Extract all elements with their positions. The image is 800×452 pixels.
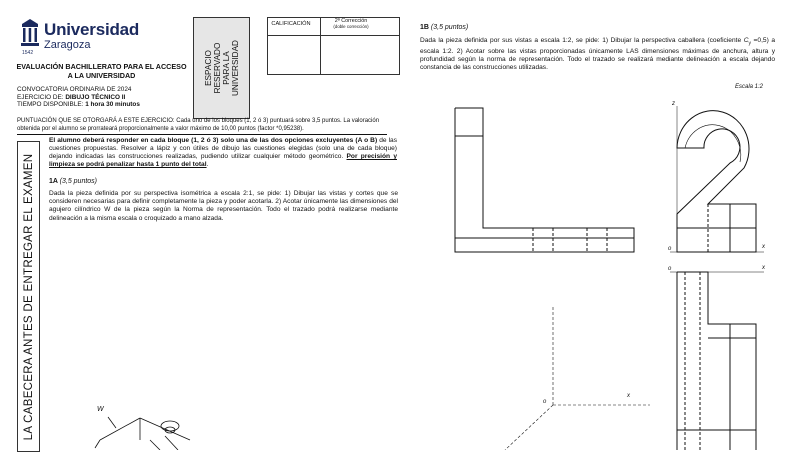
ejercicio-value: DIBUJO TÉCNICO II	[65, 93, 126, 101]
coef-c: C	[743, 37, 749, 44]
caballera-axes-1b	[505, 305, 650, 450]
reserved-line: PARA LA	[221, 51, 231, 85]
scale-label: Escala 1:2	[735, 84, 764, 90]
tiempo-line	[17, 101, 140, 109]
exam-title: EVALUACIÓN BACHILLERATO PARA EL ACCESO A LA UNIVERSIDAD	[16, 62, 187, 80]
question-1b-text-b: =0,5) a escala 1:2. 2) Acotar sobre las vistas proporcionadas únicamente LAS dimensiones máximas de anchura, altura y profundidad según la norma de representación. Todo el trazado se realizará mediante delineación a escala dejando constancia de las construcciones utilizadas.	[420, 37, 776, 71]
axis-o-label: o	[668, 266, 672, 272]
correccion-title: 2ª Corrección	[334, 18, 368, 24]
university-crest-icon	[21, 19, 39, 46]
instructions-bold: El alumno deberá responder en cada bloque (1, 2 ó 3) solo una de las dos opciones excluyentes (A o B)	[49, 137, 378, 144]
tiempo-label: TIEMPO DISPONIBLE:	[17, 101, 84, 109]
question-1a-heading	[49, 178, 97, 185]
plan-view-1b	[670, 272, 764, 450]
reserved-line: ESPACIO	[203, 50, 213, 86]
sidebar-box	[17, 141, 40, 452]
isometric-piece-1a	[95, 417, 190, 450]
instructions-end: .	[206, 161, 209, 168]
axis-x-label: x	[627, 393, 630, 399]
calificacion-label: CALIFICACIÓN	[271, 21, 311, 27]
puntuacion-text: PUNTUACIÓN QUE SE OTORGARÁ A ESTE EJERCICIO: Cada uno de los bloques (1, 2 ó 3) puntuará sobre 3,5 puntos. La valoración obtenida por el alumno se prorrateará proporcionalmente a valor máximo de 10,00 puntos (factor *0,95238).	[17, 118, 380, 132]
instructions-rest: de las cuestiones propuestas. Resolver a lápiz y con útiles de dibujo las cuestiones elegidas (solo una de cada bloque) dejando indicadas las construcciones realizadas, pudiendo utilizar cualquier método geométrico.	[49, 137, 397, 160]
question-1a-text: Dada la pieza definida por su perspectiva isométrica a escala 2:1, se pide: 1) Dibujar las vistas y cortes que se consideren necesarias para definir completamente la pieza y poder acotarla. 2) Acotar únicamente las dimensiones del agujero cilíndrico W de la pieza según la Norma de representación. Todo el trazado podrá realizarse mediante delineación a la misma escala o croquizado a mano alzada.	[49, 190, 398, 222]
axis-o-label: o	[668, 246, 672, 252]
university-city: Zaragoza	[44, 39, 91, 51]
reserved-line: RESERVADO	[212, 42, 222, 94]
hole-w-label: W	[97, 406, 104, 413]
convocatoria: CONVOCATORIA ORDINARIA DE 2024	[17, 86, 132, 93]
reserved-box	[193, 17, 250, 119]
question-1b-text-a: Dada la pieza definida por sus vistas a escala 1:2, se pide: 1) Dibujar la perspectiva caballera (coeficiente	[420, 37, 744, 44]
instructions	[49, 137, 397, 169]
question-1b-points: (3,5 puntos)	[430, 24, 469, 31]
university-name: Universidad	[44, 20, 140, 39]
divider	[17, 134, 387, 135]
instructions-underlined: Por precisión y limpieza se podrá penalizar hasta 1 punto del total	[49, 153, 397, 168]
question-1b-text	[420, 37, 775, 72]
ejercicio-line	[17, 94, 140, 102]
question-1a-points: (3,5 puntos)	[59, 178, 98, 185]
coef-sub: y	[748, 40, 751, 47]
reserved-line: UNIVERSIDAD	[230, 40, 240, 96]
question-1b-label: 1B	[420, 24, 429, 31]
tiempo-value: 1 hora 30 minutos	[85, 101, 140, 109]
front-view-1b	[455, 108, 634, 252]
axis-o-label: o	[543, 399, 547, 405]
axis-x-label: x	[762, 265, 765, 271]
axis-z-label: z	[672, 101, 675, 107]
question-1a-label: 1A	[49, 178, 58, 185]
ejercicio-label: EJERCICIO DE:	[17, 93, 64, 101]
sidebar-text: LA CABECERA ANTES DE ENTREGAR EL EXAMEN	[22, 153, 35, 440]
axis-x-label: x	[762, 244, 765, 250]
university-year: 1542	[22, 50, 34, 56]
correccion-label	[318, 18, 384, 31]
correccion-note: (doble corrección)	[333, 24, 369, 30]
exam-info	[17, 86, 140, 109]
side-view-1b	[670, 106, 764, 252]
reserved-text	[204, 18, 240, 118]
question-1b-heading	[420, 24, 468, 31]
